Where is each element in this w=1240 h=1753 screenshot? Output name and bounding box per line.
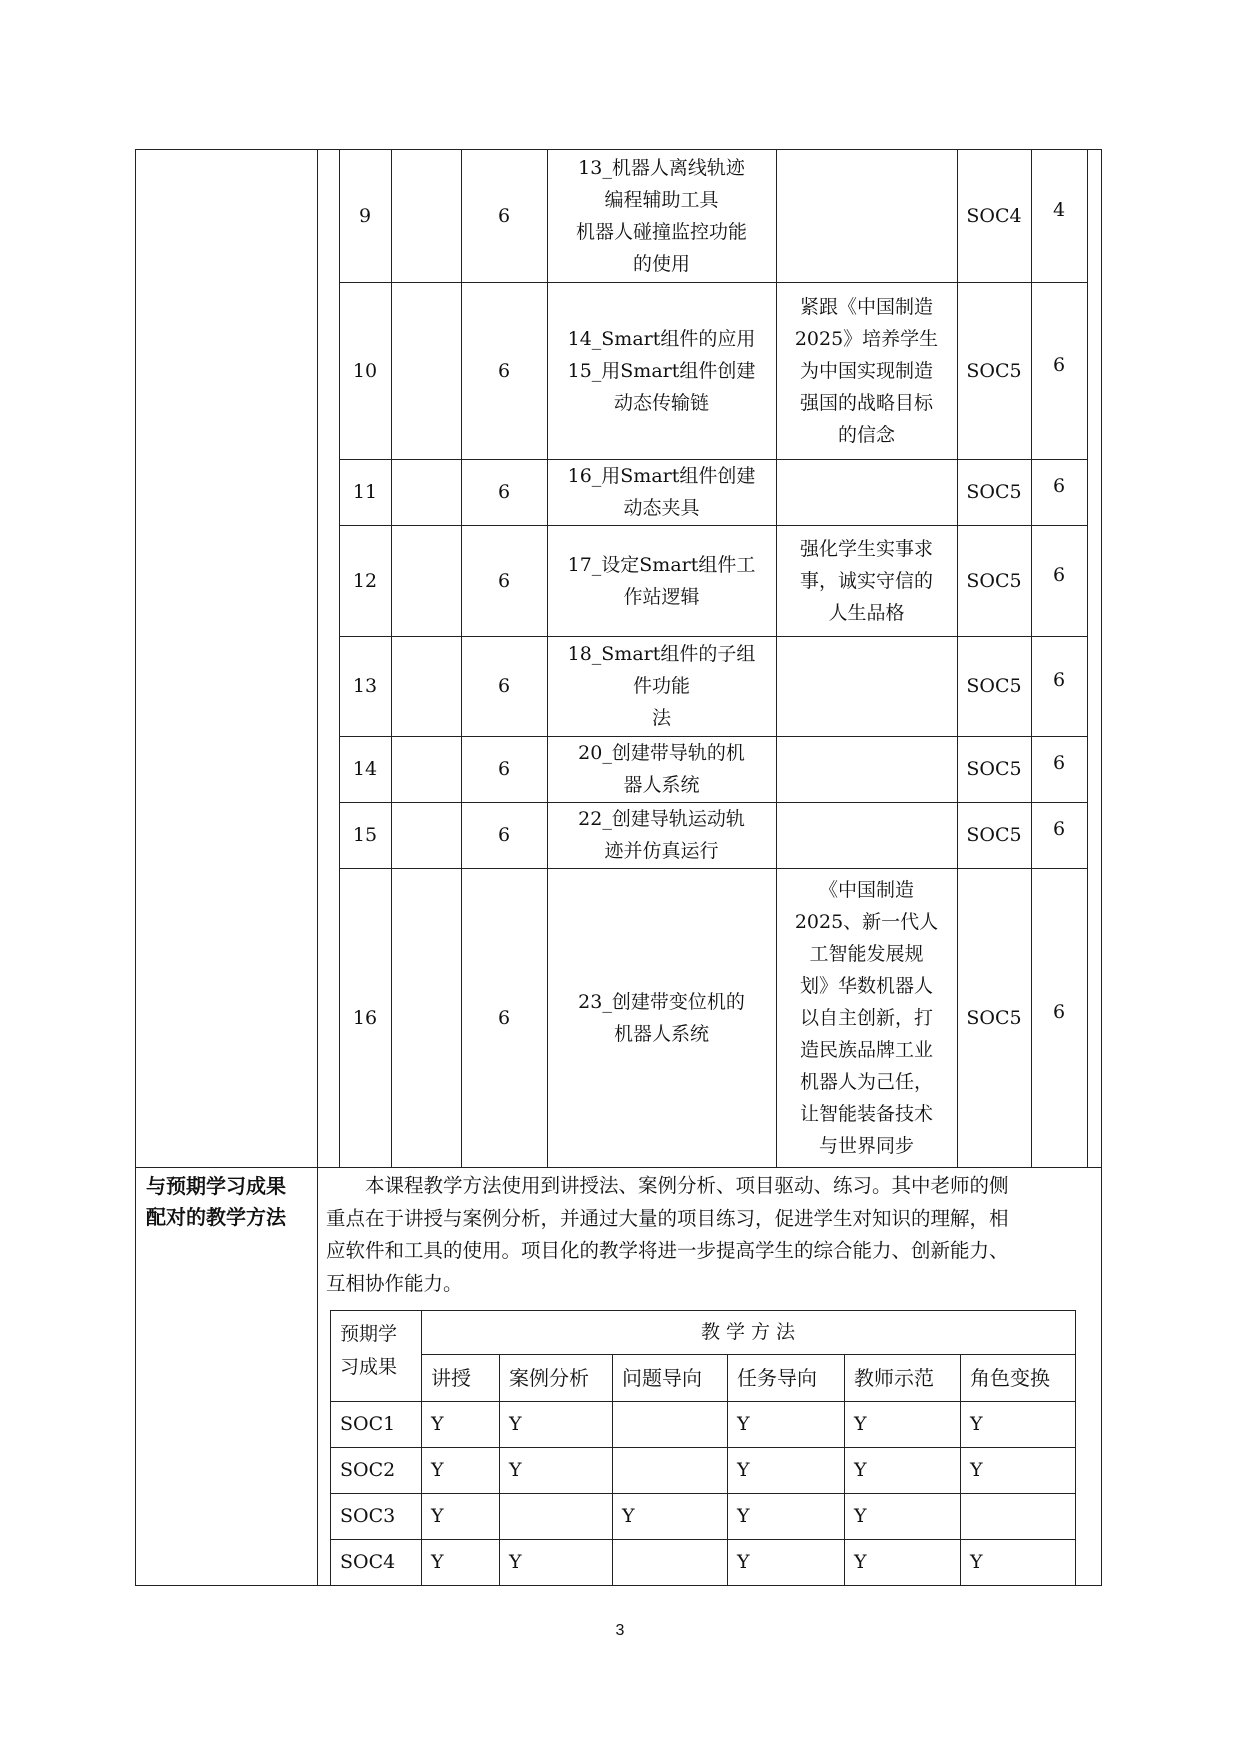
score-cell: 6: [1052, 669, 1066, 691]
hours-cell: 6: [497, 569, 511, 592]
hours-cell: 6: [497, 1006, 511, 1029]
text-line: 编程辅助工具: [604, 188, 719, 211]
matrix-mark-cell: Y: [854, 1413, 867, 1435]
text-line: 23_创建带变位机的: [578, 990, 745, 1013]
hours-cell: 6: [497, 675, 511, 697]
matrix-mark-cell: Y: [431, 1459, 444, 1481]
matrix-mark-cell: Y: [970, 1413, 983, 1435]
matrix-mark-cell: Y: [854, 1459, 867, 1481]
matrix-mark-cell: [960, 1493, 1075, 1539]
paragraph-line: 本课程教学方法使用到讲授法、案例分析、项目驱动、练习。其中老师的侧: [365, 1174, 1009, 1197]
matrix-mark-cell: Y: [431, 1505, 444, 1527]
score-cell: 4: [1052, 198, 1066, 221]
section-divider: [135, 1167, 1102, 1168]
methods-paragraph: [326, 1170, 1096, 1300]
teaching-content-cell: [547, 149, 776, 282]
text-line: 机器人碰撞监控功能: [575, 220, 747, 243]
learning-outcome-cell: SOC5: [966, 1006, 1022, 1029]
ideology-element-cell: [776, 868, 957, 1167]
ideology-element-cell: [776, 149, 957, 282]
hours-cell: 6: [497, 758, 511, 780]
matrix-outcome-cell: SOC4: [340, 1551, 396, 1573]
week-number-cell: 11: [352, 481, 378, 503]
text-line: 事，诚实守信的: [799, 569, 933, 592]
paragraph-line: 互相协作能力。: [326, 1271, 463, 1295]
matrix-mark-cell: Y: [970, 1551, 983, 1573]
text-line: 工智能发展规: [809, 942, 924, 965]
text-line: 法: [651, 707, 671, 729]
learning-outcome-cell: SOC5: [966, 824, 1022, 846]
teaching-content-cell: [547, 868, 776, 1167]
outer-right-border: [1101, 149, 1102, 1585]
matrix-mark-cell: Y: [509, 1459, 522, 1481]
teaching-content-cell: [547, 802, 776, 868]
matrix-mark-cell: Y: [737, 1413, 750, 1435]
week-number-cell: 10: [352, 359, 378, 382]
score-cell: 6: [1052, 353, 1066, 376]
score-cell: 6: [1052, 1000, 1066, 1023]
learning-outcome-cell: SOC4: [966, 204, 1022, 227]
matrix-outcome-cell: SOC1: [340, 1413, 396, 1435]
matrix-mark-cell: [612, 1401, 727, 1447]
ideology-element-cell: [776, 282, 957, 459]
methods-heading-line: 配对的教学方法: [146, 1205, 286, 1229]
matrix-mark-cell: [612, 1539, 727, 1585]
text-line: 作站逻辑: [623, 585, 700, 608]
teaching-content-cell: [547, 636, 776, 736]
matrix-mark-cell: Y: [854, 1505, 867, 1527]
method-header-cell: 任务导向: [737, 1365, 817, 1390]
matrix-outcome-cell: SOC3: [340, 1505, 396, 1527]
week-number-cell: 16: [352, 1006, 378, 1029]
outcome-header-cell: [330, 1312, 421, 1401]
method-header-cell: 问题导向: [622, 1365, 702, 1390]
matrix-mark-cell: Y: [737, 1551, 750, 1573]
text-line: 以自主创新，打: [799, 1006, 933, 1029]
ideology-element-cell: [776, 802, 957, 868]
text-line: 20_创建带导轨的机: [578, 742, 745, 764]
text-line: 18_Smart组件的子组: [567, 643, 756, 665]
group-header-cell: 教 学 方 法: [700, 1321, 796, 1343]
score-cell: 6: [1052, 475, 1066, 497]
hours-cell: 6: [497, 359, 511, 382]
methods-heading: [146, 1171, 316, 1233]
week-number-cell: 9: [358, 204, 372, 227]
teaching-content-cell: [547, 736, 776, 802]
text-line: 习成果: [340, 1356, 398, 1378]
text-line: 2025、新一代人: [794, 910, 939, 933]
teaching-content-cell: [547, 282, 776, 459]
text-line: 预期学: [340, 1323, 398, 1345]
outer-left-border: [135, 149, 136, 1585]
label-column-border: [317, 149, 318, 1585]
text-line: 器人系统: [623, 774, 700, 796]
score-cell: 6: [1052, 752, 1066, 774]
methods-heading-line: 与预期学习成果: [146, 1174, 286, 1198]
ideology-element-cell: [776, 636, 957, 736]
paragraph-line: 重点在于讲授与案例分析，并通过大量的项目练习，促进学生对知识的理解，相: [326, 1206, 1009, 1230]
week-number-cell: 13: [352, 675, 378, 697]
score-cell: 6: [1052, 563, 1066, 586]
text-line: 为中国实现制造: [799, 359, 933, 382]
text-line: 迹并仿真运行: [604, 840, 719, 862]
text-line: 的使用: [632, 252, 690, 275]
text-line: 13_机器人离线轨迹: [578, 156, 745, 179]
text-line: 让智能装备技术: [799, 1102, 933, 1125]
text-line: 机器人为己任，: [799, 1070, 933, 1093]
text-line: 与世界同步: [818, 1134, 914, 1157]
matrix-mark-cell: Y: [431, 1413, 444, 1435]
text-line: 《中国制造: [818, 878, 914, 901]
matrix-mark-cell: [499, 1493, 612, 1539]
text-line: 强化学生实事求: [799, 537, 933, 560]
schedule-column-border: [1087, 149, 1088, 1167]
teaching-content-cell: [547, 459, 776, 525]
text-line: 机器人系统: [613, 1022, 709, 1045]
method-header-cell: 角色变换: [970, 1365, 1050, 1390]
text-line: 14_Smart组件的应用: [567, 327, 756, 350]
paragraph-line: 应软件和工具的使用。项目化的教学将进一步提高学生的综合能力、创新能力、: [326, 1239, 1009, 1262]
teaching-content-cell: [547, 525, 776, 636]
text-line: 2025》培养学生: [794, 327, 939, 350]
text-line: 人生品格: [828, 601, 905, 624]
hours-cell: 6: [497, 824, 511, 846]
hours-cell: 6: [497, 204, 511, 227]
matrix-mark-cell: Y: [509, 1413, 522, 1435]
matrix-mark-cell: Y: [737, 1459, 750, 1481]
learning-outcome-cell: SOC5: [966, 569, 1022, 592]
text-line: 造民族品牌工业: [799, 1038, 933, 1061]
method-header-cell: 讲授: [431, 1365, 471, 1390]
page-number: 3: [615, 1622, 625, 1639]
text-line: 紧跟《中国制造: [799, 295, 933, 318]
text-line: 16_用Smart组件创建: [567, 465, 756, 487]
text-line: 动态夹具: [623, 497, 700, 519]
matrix-mark-cell: Y: [622, 1505, 635, 1527]
learning-outcome-cell: SOC5: [966, 758, 1022, 780]
hours-cell: 6: [497, 481, 511, 503]
text-line: 17_设定Smart组件工: [567, 553, 756, 576]
method-header-cell: 教师示范: [854, 1365, 934, 1390]
matrix-mark-cell: [612, 1447, 727, 1493]
text-line: 的信念: [837, 423, 895, 446]
matrix-mark-cell: Y: [854, 1551, 867, 1573]
text-line: 动态传输链: [613, 391, 709, 414]
learning-outcome-cell: SOC5: [966, 481, 1022, 503]
matrix-mark-cell: Y: [431, 1551, 444, 1573]
matrix-column-border: [1075, 1310, 1076, 1585]
week-number-cell: 14: [352, 758, 378, 780]
text-line: 22_创建导轨运动轨: [578, 808, 745, 830]
text-line: 强国的战略目标: [799, 391, 933, 414]
text-line: 划》华数机器人: [799, 974, 933, 997]
week-number-cell: 12: [352, 569, 378, 592]
ideology-element-cell: [776, 459, 957, 525]
matrix-row-border: [330, 1585, 1075, 1586]
matrix-outcome-cell: SOC2: [340, 1459, 396, 1481]
week-number-cell: 15: [352, 824, 378, 846]
text-line: 件功能: [632, 675, 690, 697]
ideology-element-cell: [776, 736, 957, 802]
matrix-mark-cell: Y: [737, 1505, 750, 1527]
learning-outcome-cell: SOC5: [966, 675, 1022, 697]
score-cell: 6: [1052, 818, 1066, 840]
matrix-mark-cell: Y: [509, 1551, 522, 1573]
schedule-column-border: [391, 149, 392, 1167]
matrix-mark-cell: Y: [970, 1459, 983, 1481]
ideology-element-cell: [776, 525, 957, 636]
method-header-cell: 案例分析: [509, 1365, 589, 1390]
text-line: 15_用Smart组件创建: [567, 359, 756, 382]
learning-outcome-cell: SOC5: [966, 359, 1022, 382]
